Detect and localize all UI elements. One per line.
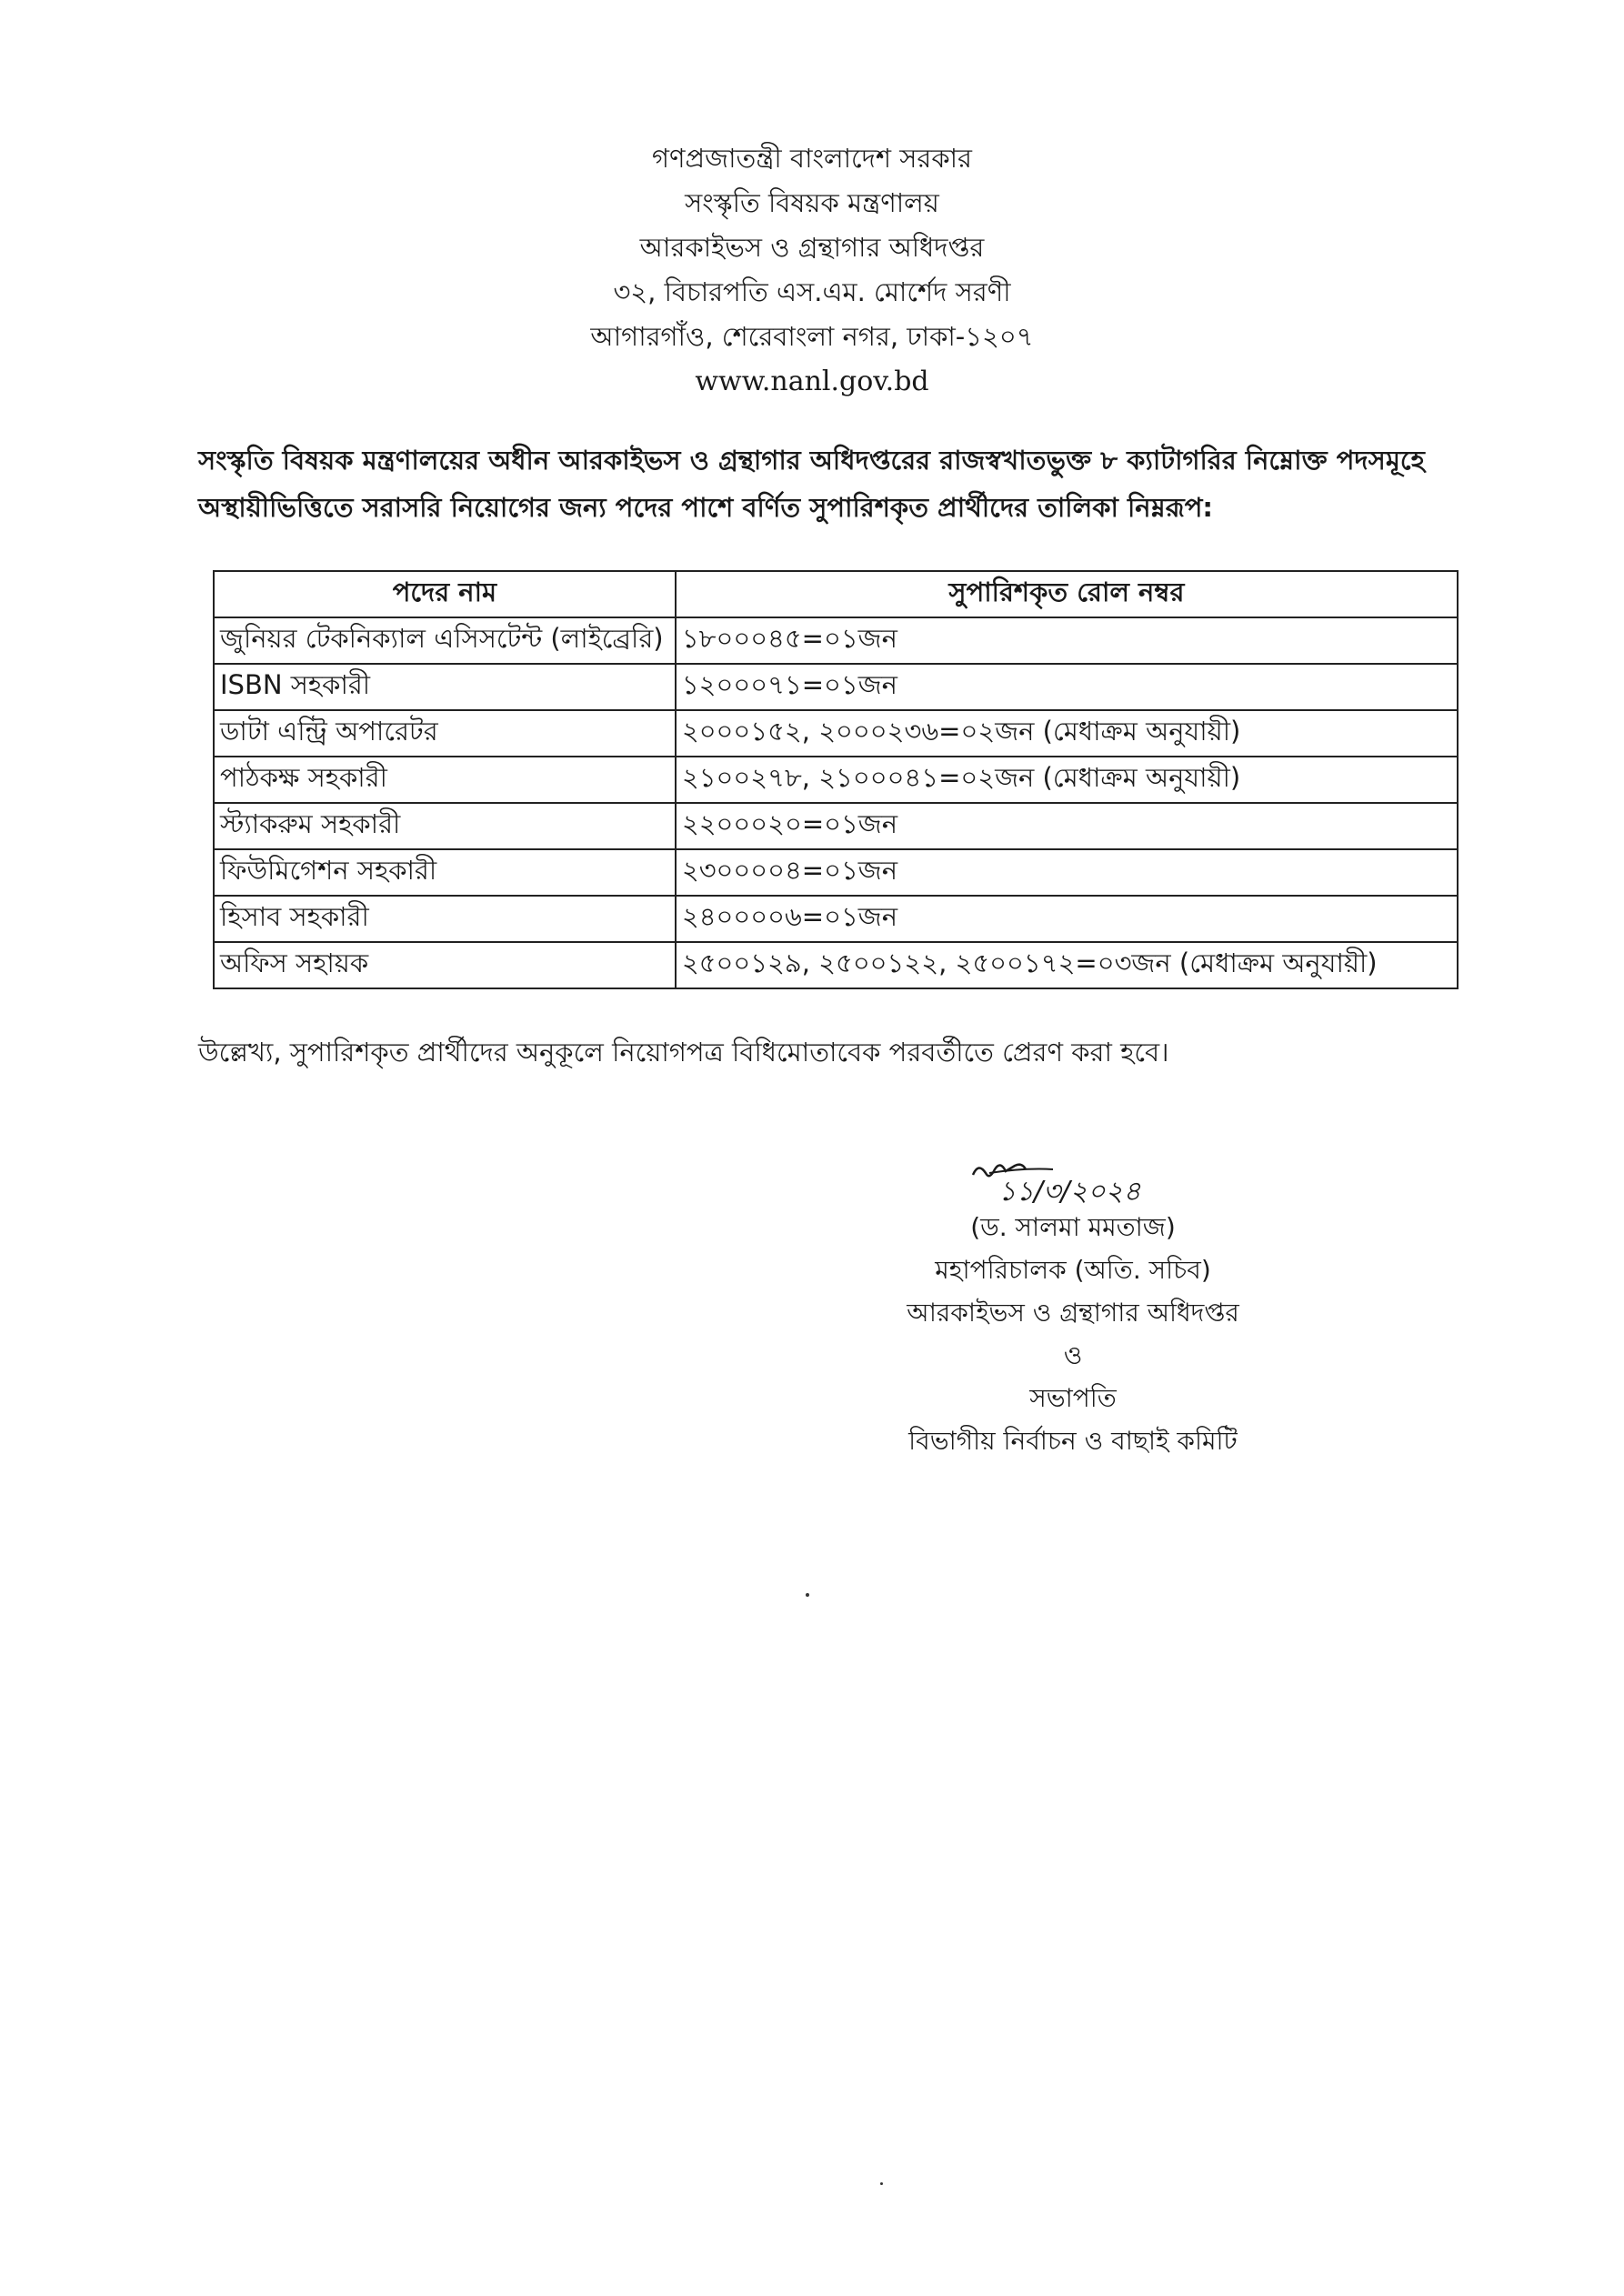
signatory-office: আরকাইভস ও গ্রন্থাগার অধিদপ্তর xyxy=(907,1298,1239,1328)
roll-number-cell: ২২০০০২০=০১জন xyxy=(676,803,1458,849)
signature-date: ১১/৩/২০২৪ xyxy=(998,1176,1141,1208)
signatory-conjunction: ও xyxy=(1063,1340,1083,1370)
scan-speck xyxy=(806,1593,809,1597)
signatory-designation: মহাপরিচালক (অতি. সচিব) xyxy=(935,1255,1211,1285)
address-city: আগারগাঁও, শেরেবাংলা নগর, ঢাকা-১২০৭ xyxy=(590,321,1034,352)
government-name: গণপ্রজাতন্ত্রী বাংলাদেশ সরকার xyxy=(651,143,973,174)
table-header-row xyxy=(214,571,1458,617)
post-name-cell: অফিস সহায়ক xyxy=(214,942,676,988)
recommendation-table xyxy=(213,570,1459,989)
post-name-cell: পাঠকক্ষ সহকারী xyxy=(214,757,676,803)
table-row xyxy=(214,849,1458,896)
letterhead xyxy=(0,136,1624,404)
post-name-cell: হিসাব সহকারী xyxy=(214,896,676,942)
table-row xyxy=(214,896,1458,942)
table-row xyxy=(214,617,1458,664)
department-name: আরকাইভস ও গ্রন্থাগার অধিদপ্তর xyxy=(639,232,985,263)
post-name-cell: স্ট্যাকরুম সহকারী xyxy=(214,803,676,849)
table-row xyxy=(214,942,1458,988)
post-name-cell: ফিউমিগেশন সহকারী xyxy=(214,849,676,896)
roll-number-cell: ১৮০০০৪৫=০১জন xyxy=(676,617,1458,664)
roll-number-cell: ১২০০০৭১=০১জন xyxy=(676,664,1458,710)
address-street: ৩২, বিচারপতি এস.এম. মোর্শেদ সরণী xyxy=(613,276,1011,307)
intro-paragraph: সংস্কৃতি বিষয়ক মন্ত্রণালয়ের অধীন আরকাইভস ও গ্রন্থাগার অধিদপ্তরের রাজস্বখাতভুক্ত ৮ ক্যাটাগরির নিম্নোক্ত পদসমূহে অস্থায়ীভিত্তিতে সরাসরি নিয়োগের জন্য পদের পাশে বর্ণিত সুপারিশকৃত প্রার্থীদের তালিকা নিম্নরূপ: xyxy=(198,445,1425,523)
signatory-name: (ড. সালমা মমতাজ) xyxy=(970,1212,1176,1242)
post-name-cell: ডাটা এন্ট্রি অপারেটর xyxy=(214,710,676,757)
roll-number-cell: ২৩০০০০৪=০১জন xyxy=(676,849,1458,896)
signatory-role: সভাপতি xyxy=(1029,1383,1117,1413)
table-row xyxy=(214,757,1458,803)
roll-number-cell: ২০০০১৫২, ২০০০২৩৬=০২জন (মেধাক্রম অনুযায়ী) xyxy=(676,710,1458,757)
signatory-committee: বিভাগীয় নির্বাচন ও বাছাই কমিটি xyxy=(908,1426,1238,1456)
table-row xyxy=(214,664,1458,710)
roll-number-cell: ২৫০০১২৯, ২৫০০১২২, ২৫০০১৭২=০৩জন (মেধাক্রম অনুযায়ী) xyxy=(676,942,1458,988)
signatory-block xyxy=(846,1206,1300,1462)
note-paragraph: উল্লেখ্য, সুপারিশকৃত প্রার্থীদের অনুকূলে নিয়োগপত্র বিধিমোতাবেক পরবর্তীতে প্রেরণ করা হবে। xyxy=(198,1037,1169,1068)
handwritten-signature xyxy=(909,1155,1237,1209)
table-row xyxy=(214,710,1458,757)
website-text: www.nanl.gov.bd xyxy=(695,366,929,397)
post-name-cell: জুনিয়র টেকনিক্যাল এসিসটেন্ট (লাইব্রেরি) xyxy=(214,617,676,664)
roll-number-cell: ২১০০২৭৮, ২১০০০৪১=০২জন (মেধাক্রম অনুযায়ী) xyxy=(676,757,1458,803)
post-name-cell: ISBN সহকারী xyxy=(214,664,676,710)
table-row xyxy=(214,803,1458,849)
scan-speck xyxy=(880,2182,883,2185)
column-header-post: পদের নাম xyxy=(214,571,676,617)
ministry-name: সংস্কৃতি বিষয়ক মন্ত্রণালয় xyxy=(685,187,939,218)
roll-number-cell: ২৪০০০০৬=০১জন xyxy=(676,896,1458,942)
column-header-roll: সুপারিশকৃত রোল নম্বর xyxy=(676,571,1458,617)
